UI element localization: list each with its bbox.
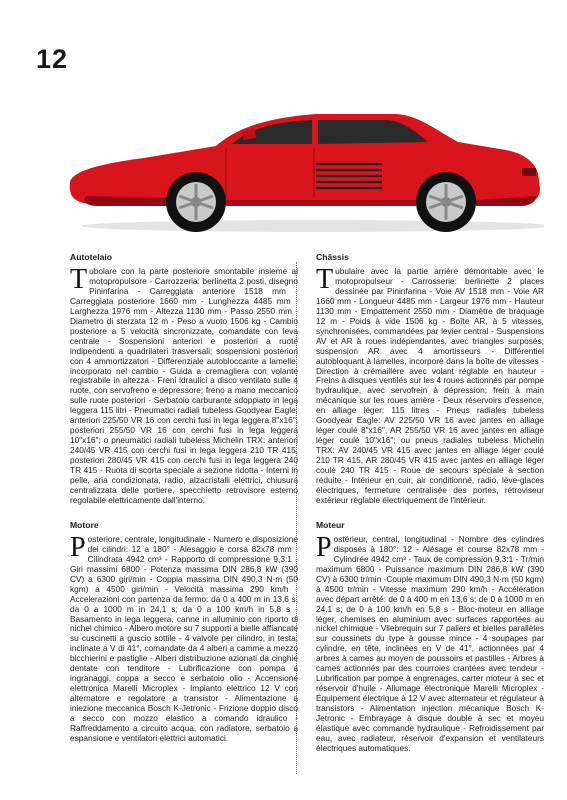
section-text — [70, 531, 298, 744]
section-text — [316, 531, 544, 754]
section-body: ubolare con la parte posteriore smontabile insieme al motopropulsore - Carrozzeria: berlinetta 2 posti, disegno Pininfarina - Carreggiata anteriore 1518 mm - Carreggiata posteriore 1660 mm - Lunghezza 4485 mm - Larghezza 1976 mm - Altezza 1130 mm - Passo 2550 mm - Diametro di sterzata 12 m - Peso a vuoto 1506 kg - Cambio posteriore a 5 velocità sincronizzate, comandate con leva centrale - Sospensioni anteriori e posteriori a ruote indipendenti a quadrilateri trasversali; sospensioni posteriori con 4 ammortizzatori - Differenziale autobloccante a lamelle, incorporato nel cambio - Guida a cremagliera con volante registrabile in altezza - Freni idraulici a disco ventilato sulle 4 ruote, con servofreno e depressore; freno a mano meccanico sulle ruote posteriori - Serbatoio carburante sdoppiato in lega leggera 115 litri - Pneumatici radiali tubeless Goodyear Eagle: anteriori 225/50 VR 16 con cerchi fusi in lega leggera 8"x16", posteriori 255/50 VR 16 con cerchi fusi in lega leggera 10"x16"; o pneumatici radiali tubeless Michelin TRX: anteriori 240/45 VR 415 con cerchi fusi in lega leggera 210 TR 415, posteriori 280/45 VR 415 con cerchi fusi in lega leggera 240 TR 415 - Ruota di scorta speciale a sezione ridotta - Interni in pelle, aria condizionata, radio, alzacristalli elettrici, chiusura centralizzata delle portiere, specchietto retrovisore esterno regolabile elettricamente dall'interno. — [70, 266, 298, 505]
italian-column — [70, 252, 298, 744]
section-text — [316, 264, 544, 506]
section-body: ostérieur, central, longitudinal - Nombre des cylindres disposés à 180°: 12 - Alésage et course 82x78 mm - Cylindrée 4942 cm³ - Taux de compression 9,3:1 - Tr/min maximum 6800 - Puissance maximum DIN 286,8 kW (390 CV) à 6300 tr/min -Couple maximum DIN 490,3 N·m (50 kgm) à 4500 tr/min - Vitesse maximum 290 km/h - Accélération avec départ arrêté: de 0 à 400 m en 13,6 s; de 0 à 1000 m en 24,1 s; de 0 à 100 km/h en 5,8 s - Bloc-moteur en alliage léger, chemises en aluminium avec surfaces rapportées au nickel chimique - Vilebrequin sur 7 paliers et bielles parallèles sur coussinets du type à gousse mince - 4 soupapes par cylindre, en tête, inclinées en V de 41°, actionnées par 4 arbres à cames au moyen de poussoirs et pastilles - Arbres à cames actionnés par des courroies crantées avec tendeur - Lubrification par pompe à engrenages, carter moteur à sec et réservoir d'huile - Allumage électronique Marelli Microplex - Équipement électrique à 12 V avec alternateur et régulateur à transistors - Alimentation injection mécanique Bosch K-Jetronic - Embrayage à disque double à sec et moyeu élastique avec commande hydraulique - Refroidissement par eau, avec radiateur, réservoir d'expansion et ventilateurs électriques automatiques. — [316, 533, 544, 753]
section-heading: Châssis — [316, 252, 349, 262]
section-heading: Moteur — [316, 519, 345, 530]
car-image — [66, 108, 544, 236]
drop-cap: T — [316, 264, 334, 295]
section-heading: Autotelaio — [70, 252, 113, 262]
section-moteur — [316, 520, 544, 754]
section-text — [70, 264, 298, 506]
section-body: osteriore, centrale, longitudinale - Numero e disposizione dei cilindri: 12 a 180° - Alesaggio e corsa 82x78 mm - Cilindrata 4942 cm³ - Rapporto di compressione 9,3:1 - Giri massimi 6800 - Potenza massima DIN 286,8 kW (390 CV) a 6300 giri/min - Coppia massima DIN 490,3 N·m (50 kgm) a 4500 giri/min - Velocità massima 290 km/h - Accelerazioni con partenza da fermo: da 0 a 400 m in 13,6 s; da 0 a 1000 m in 24,1 s; da 0 a 100 km/h in 5,8 s - Basamento in lega leggera, canne in alluminio con riporto di nichel chimico - Albero motore su 7 supporti a bielle affiancate su cuscinetti a guscio sottile - 4 valvole per cilindro, in testa, inclinate a V di 41°, comandate da 4 alberi a camme a mezzo bicchierini e pastiglie - Alberi distribuzione azionati da cinghie dentate con tenditore - Lubrificazione con pompa a ingranaggi, coppa a secco e serbatoio olio - Accensione elettronica Marelli Microplex - Impianto elettrico 12 V con alternatore e regolatore a transistor - Alimentazione a iniezione meccanica Bosch K-Jetronic - Frizione doppio disco a secco con mozzo elastico a comando idraulico - Raffreddamento a circuito acqua, con radiatore, serbatoio a espansione e ventilatori elettrici automatici. — [70, 533, 298, 743]
section-body: ubulaire avec la partie arrière démontable avec le motopropulseur - Carrosserie: berlinette 2 places dessinée par Pininfarina - Voie AV 1518 mm - Voie AR 1660 mm - Longueur 4485 mm - Largeur 1976 mm - Hauteur 1130 mm - Empattement 2550 mm - Diamètre de braquage 12 m - Poids à vide 1506 kg - Boîte AR, à 5 vitesses, synchronisées, commandées par levier central - Suspensions AV et AR à roues indépendantes, avec triangles surposés; suspension AR avec 4 amortisseurs - Différentiel autobloquant à lamelles, incorporé dans la boîte de vitesses - Direction à crémaillère avec volant réglable en hauteur - Freins à disques ventilés sur les 4 roues actionnés par pompe hydraulique, avec servofrein à dépression; frein à main mécanique sur les roues arrière - Deux réservoirs d'essence, en alliage léger: 115 litres - Pneus radiales tubeless Goodyear Eagle: AV 225/50 VR 16 avec jantes en alliage léger coulé 8"x16", AR 255/50 VR 16 avec jantes en alliage léger coulé 10"x16"; ou pneus radiales tubeless Michelin TRX: AV 240/45 VR 415 avec jantes en alliage léger coulé 210 TR 415, AR 280/45 VR 415 avec jantes en alliage léger coulé 240 TR 415 - Roue de secours spéciale à section réduite - Intérieur en cuir, air conditionné, radio, lève-glaces électriques, fermeture centralisée des portes, rétroviseur extérieur réglable électriquement de l'intérieur. — [316, 266, 544, 505]
drop-cap: P — [316, 531, 332, 563]
column-divider — [296, 262, 297, 774]
drop-cap: P — [70, 531, 86, 563]
section-autotelaio — [70, 252, 298, 506]
section-chassis — [316, 252, 544, 506]
french-column — [316, 252, 544, 754]
section-heading: Motore — [70, 519, 99, 530]
page-number: 12 — [36, 44, 69, 74]
drop-cap: T — [70, 264, 88, 295]
section-motore — [70, 520, 298, 744]
